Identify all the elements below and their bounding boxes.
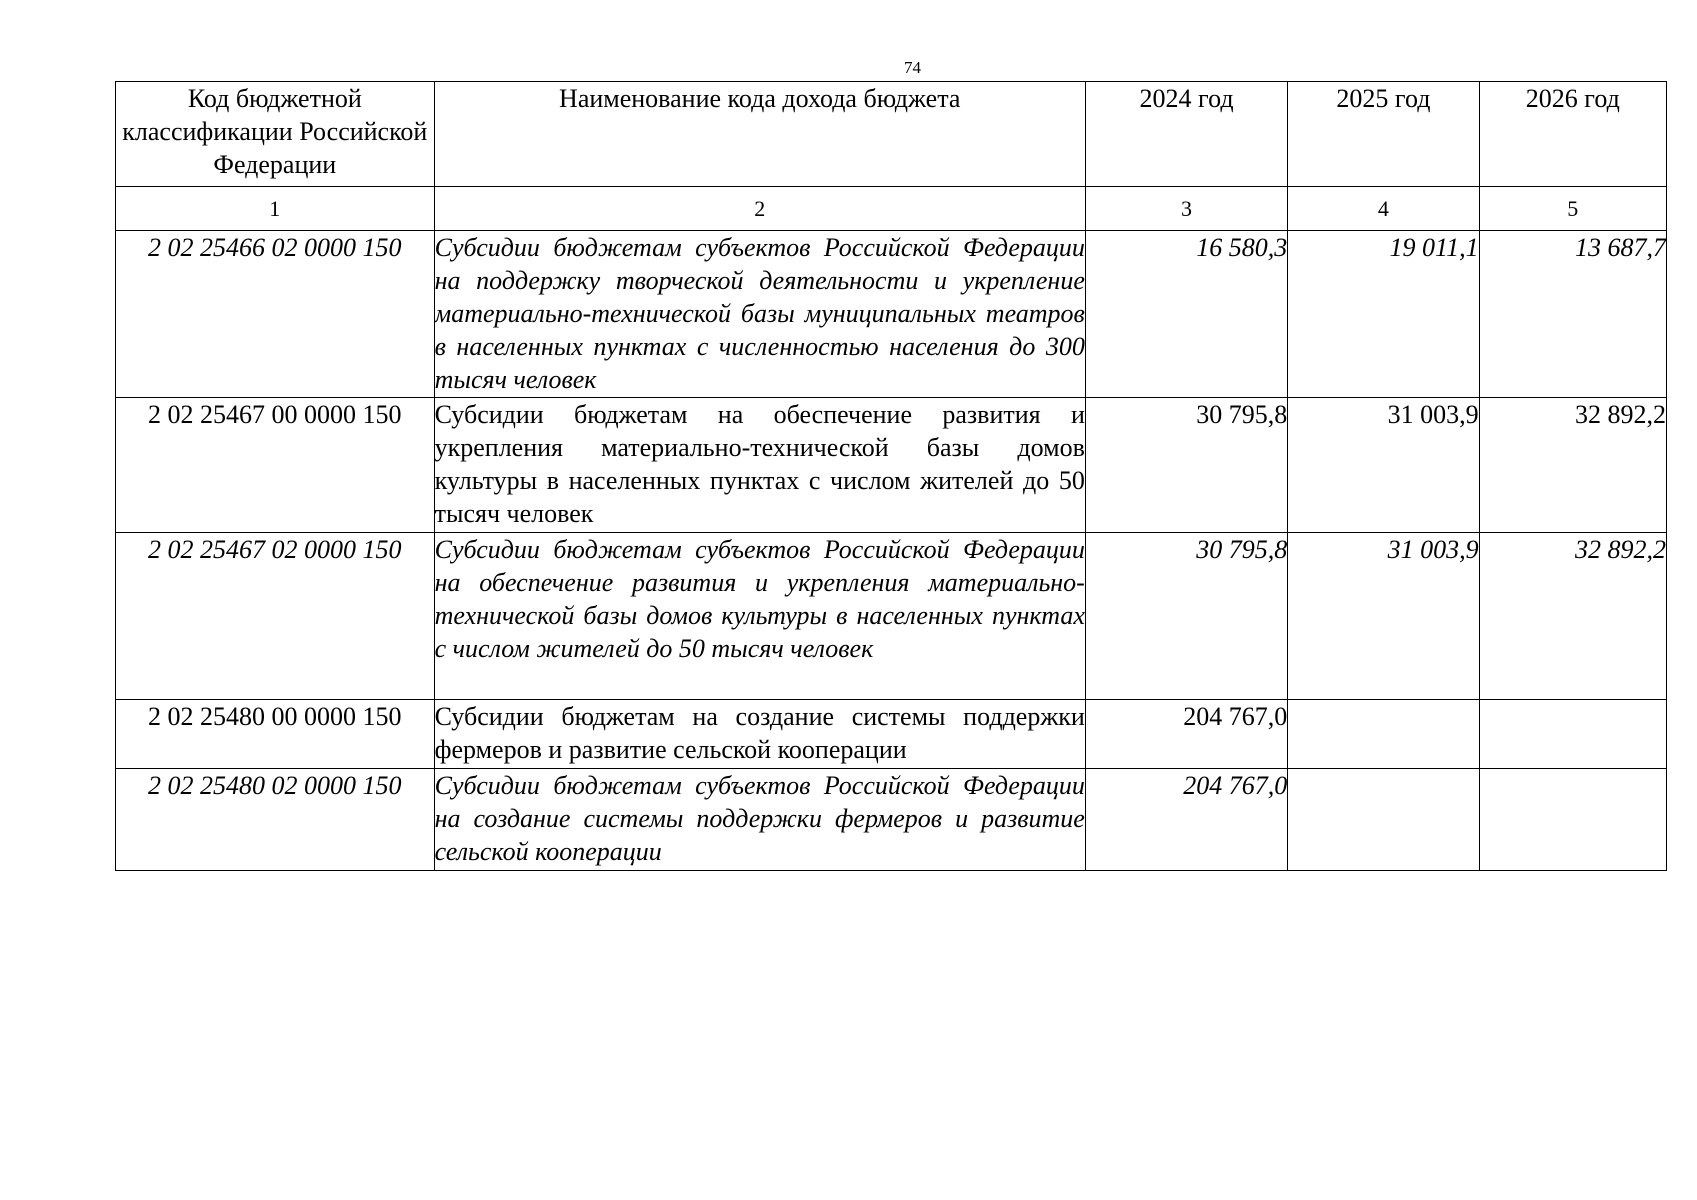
value-2025 [1288, 769, 1479, 871]
table-row [116, 398, 1667, 533]
value-2026 [1479, 769, 1666, 871]
budget-code: 2 02 25466 02 0000 150 [116, 231, 435, 398]
header-name: Наименование кода дохода бюджета [434, 82, 1085, 187]
value-2024: 30 795,8 [1085, 398, 1287, 533]
value-2024: 204 767,0 [1085, 700, 1287, 769]
budget-code: 2 02 25480 02 0000 150 [116, 769, 435, 871]
table-header-row [116, 82, 1667, 187]
column-number: 5 [1479, 187, 1666, 231]
value-2025: 31 003,9 [1288, 398, 1479, 533]
value-2024: 30 795,8 [1085, 533, 1287, 700]
budget-code: 2 02 25467 02 0000 150 [116, 533, 435, 700]
value-2026: 32 892,2 [1479, 398, 1666, 533]
value-2026: 13 687,7 [1479, 231, 1666, 398]
table-row [116, 231, 1667, 398]
budget-revenue-table [115, 81, 1667, 871]
column-number: 3 [1085, 187, 1287, 231]
header-2026: 2026 год [1479, 82, 1666, 187]
column-number: 2 [434, 187, 1085, 231]
revenue-name: Субсидии бюджетам на обеспечение развития и укрепления материально-технической базы домов культуры в населенных пунктах с числом жителей до 50 тысяч человек [434, 398, 1085, 533]
revenue-name: Субсидии бюджетам на создание системы поддержки фермеров и развитие сельской кооперации [434, 700, 1085, 769]
value-2025 [1288, 700, 1479, 769]
header-2025: 2025 год [1288, 82, 1479, 187]
value-2026: 32 892,2 [1479, 533, 1666, 700]
header-2024: 2024 год [1085, 82, 1287, 187]
value-2024: 204 767,0 [1085, 769, 1287, 871]
value-2026 [1479, 700, 1666, 769]
budget-code: 2 02 25467 00 0000 150 [116, 398, 435, 533]
revenue-name: Субсидии бюджетам субъектов Российской Федерации на обеспечение развития и укрепления материально-технической базы домов культуры в населенных пунктах с числом жителей до 50 тысяч человек [434, 533, 1085, 700]
page-number: 74 [904, 58, 921, 77]
column-number-row [116, 187, 1667, 231]
revenue-name: Субсидии бюджетам субъектов Российской Федерации на создание системы поддержки фермеров и развитие сельской кооперации [434, 769, 1085, 871]
column-number: 4 [1288, 187, 1479, 231]
revenue-name: Субсидии бюджетам субъектов Российской Федерации на поддержку творческой деятельности и укрепление материально-технической базы муниципальных театров в населенных пунктах с численностью населения до 300 тысяч человек [434, 231, 1085, 398]
column-number: 1 [116, 187, 435, 231]
budget-code: 2 02 25480 00 0000 150 [116, 700, 435, 769]
table-row [116, 533, 1667, 700]
table-row [116, 769, 1667, 871]
table-row [116, 700, 1667, 769]
value-2025: 19 011,1 [1288, 231, 1479, 398]
value-2024: 16 580,3 [1085, 231, 1287, 398]
value-2025: 31 003,9 [1288, 533, 1479, 700]
header-code: Код бюджетной классификации Российской Федерации [116, 82, 435, 187]
